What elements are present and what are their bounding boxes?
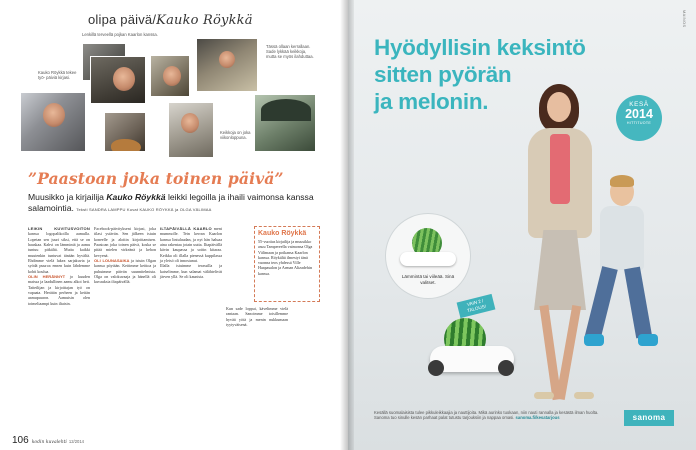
fact-box-text: 55-vuotias kirjailija ja muusikko asuu Tampereella vaimonsa Olga Välimaan ja poikansa Kaarlon kanssa. Röykältä ilmestyi tänä vuonna teos yhdessä Ville Haapasalon ja Arman Alizadehin kanssa. xyxy=(258,239,313,276)
col3-text2: Illalla istuimme terassilla ja katselimme, kun salamat välähtelivät järven yllä. Se oli kaunista. xyxy=(160,263,222,280)
col1-subhead: OLIN HERÄNNYT xyxy=(28,274,66,280)
ad-footer xyxy=(374,410,614,421)
photo-guitar xyxy=(104,112,146,152)
col1-text2: jo kuuden maissa ja laadullinen aamu alkoi heti. Taiteilijan ja kirjoittajan työ on vapaata. Herätän perheen ja keitän aamupuuron. Aamuisin olen toimeliaampi kuin iltaisin. xyxy=(28,274,90,306)
woman-shoe xyxy=(574,392,594,399)
deck-text-start: Muusikko ja kirjailija xyxy=(28,192,107,202)
body-column-1 xyxy=(28,226,90,306)
person-face xyxy=(163,66,181,86)
person-face xyxy=(219,51,235,68)
body-column-4 xyxy=(226,306,288,327)
badge-season: KESÄ xyxy=(629,101,649,108)
woman-shoe xyxy=(534,392,554,399)
umbrella-shape xyxy=(261,99,311,121)
boy-shoe xyxy=(638,334,658,346)
season-badge xyxy=(616,95,662,141)
col2-text: Facebook-päivitykseni kirjasi, joka tilasi ystävän. Sen jälkeen istuin koneelle ja aloitin kirjoittamisen. Paastoan joka toinen päivä, koska se pitää mielen virkeänä ja kehon kevyenä. xyxy=(94,226,156,258)
ad-headline-line-3: ja melonin. xyxy=(374,89,489,114)
badge-sub: HITTITUOTE xyxy=(626,121,652,125)
page-gutter xyxy=(340,0,354,450)
ad-footer-link[interactable]: sanoma.fi/kesatarjous xyxy=(515,415,560,421)
section-author: Kauko Röykkä xyxy=(156,13,253,28)
ad-headline-line-1: Hyödyllisin keksintö xyxy=(374,35,586,60)
article-credit: Teksti SANDRA LAMPPU Kuvat KAUKO RÖYKKÄ ja OLGA VÄLIMAA xyxy=(76,206,212,212)
photo-portrait xyxy=(20,92,86,152)
person-face xyxy=(113,67,135,91)
woman-leg xyxy=(556,305,581,400)
product-tag: VAIN 2 / TALOUS! xyxy=(457,294,496,318)
photo-lego xyxy=(90,56,146,104)
body-column-2 xyxy=(94,226,156,285)
col1-lead: LEIKIN KUVITUSVOITON xyxy=(28,226,90,231)
photo-reading xyxy=(168,102,214,158)
person-face xyxy=(43,103,65,127)
boy-shirt xyxy=(600,206,644,270)
product-inset-circle xyxy=(386,214,470,298)
magazine-right-page-ad xyxy=(348,0,696,450)
ad-headline-line-2: sitten pyörän xyxy=(374,62,512,87)
ad-footer-text: Kesällä suomalaisista tulee pikkuleikkaajia ja nauttijoita. Mikä aurinko tuokaan, niin nauti rannalla ja kesästä ilman huolta. Sanoma tuo sinulle kesän parhaat palat tutustu tarjouksiin ja nappaa omasi. xyxy=(374,410,599,421)
col4-text: Kun sade loppui, kävelimme vielä rantaan. Sanoimme toisillemme hyvää yötä ja menin nukkumaan tyytyväisenä. xyxy=(226,306,288,328)
wheel-icon xyxy=(428,360,444,376)
photo-kitchen xyxy=(150,55,190,97)
woman-face xyxy=(547,92,571,122)
boy-shoe xyxy=(584,334,604,346)
product-cart-icon xyxy=(400,252,456,266)
photo-office xyxy=(196,38,258,92)
fact-box-title: Kauko Röykkä xyxy=(258,230,307,237)
magazine-name: kodin kuvalehti xyxy=(31,440,67,445)
guitar-shape xyxy=(111,139,141,152)
boy-hair xyxy=(610,175,634,187)
page-number: 106 xyxy=(12,435,29,446)
article-deck xyxy=(28,192,328,215)
photo-caption-2: Kauko Röykkä tekee työ- päiviä kirjasi. xyxy=(38,70,77,81)
article-headline: ”Paastoan joka toinen päivä” xyxy=(28,169,284,188)
section-title xyxy=(88,12,253,28)
col3-lead: ILTAPÄIVÄLLÄ KAARLO xyxy=(160,226,212,231)
photo-caption-3: Tässä ollaan kerrallaan. Sade lykkää keikkoja, mutta se myös ilahduttaa. xyxy=(266,44,314,60)
col3-text: meni mummolle. Tein kerran Kaarlon kanssa lintulaudan, ja nyt hän haluaa aina rakentaa jotain uutta. Iltapäivällä kävin kaupassa ja soitin kitaraa. Keikka oli illalla pienessä kuppilassa ja yleisö oli innostunut. xyxy=(160,226,222,264)
body-column-3 xyxy=(160,226,222,279)
deck-name: Kauko Röykkä xyxy=(106,192,166,202)
photo-umbrella xyxy=(254,94,316,152)
fact-box xyxy=(254,226,320,302)
photo-caption-1: Lenkillä terveellä pojkan Kaarlon kanssa. xyxy=(82,32,158,37)
person-face xyxy=(181,113,199,133)
boy-leg xyxy=(624,267,652,339)
col2-subhead: OLI LOUNASAIKA xyxy=(94,258,130,264)
boy-leg xyxy=(585,266,618,340)
badge-year: 2014 xyxy=(625,107,653,121)
photo-caption-4: Keikkoja on joka viikonloppuna. xyxy=(220,130,251,141)
page-footer xyxy=(12,430,84,448)
inset-caption: Lämmintä tai viileää. Sinä valitset. xyxy=(401,274,455,285)
section-prefix: olipa päivä/ xyxy=(88,12,157,27)
ad-side-tag: MAINOS xyxy=(682,10,686,28)
wheel-icon xyxy=(498,360,514,376)
issue-number: 12/2014 xyxy=(68,439,85,444)
col1-text: kanssa logopalikoilla aamulla. Lopetan sen juuri siksi, että se on hauskaa. Kahvi on lämmintä ja aamu tuntuu pitkältä. Mutta kaikki muutenkin tuntuvat tänään hyvältä. Ehdimme vielä lukea sarjakuvia ja syödä puuroa ennen kuin lähdemme kohti koulua. xyxy=(28,231,90,274)
woman-skirt xyxy=(534,230,586,310)
sanoma-logo-text: sanoma xyxy=(632,413,666,422)
col2-text2: ja istuin Olgan kanssa pöytään. Keitimme keittoa ja puhuimme päivän suunnitelmista. Olga on valokuvaaja ja hänellä oli kuvauksia iltapäivällä. xyxy=(94,258,156,285)
deck-text-end: leikki legoilla ja ihaili vaimonsa kanssa salamointia. xyxy=(28,192,314,213)
woman-top xyxy=(550,134,570,204)
